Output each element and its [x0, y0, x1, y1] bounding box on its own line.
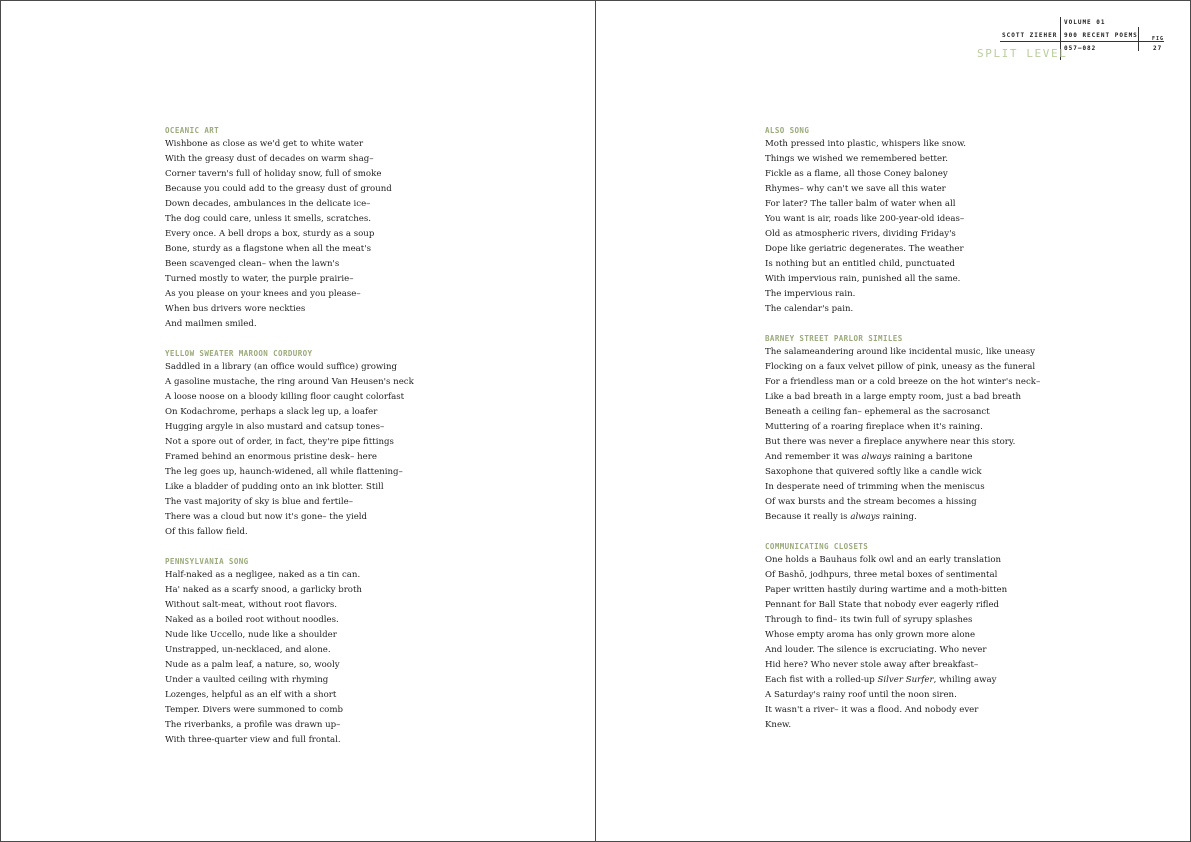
poem-line: Framed behind an enormous pristine desk– here	[165, 452, 377, 462]
poem-line: The vast majority of sky is blue and fertile–	[165, 497, 354, 507]
poem-also-song	[765, 124, 1065, 317]
poem-title: PENNSYLVANIA SONG	[165, 557, 249, 566]
poem-line: Through to find– its twin full of syrupy splashes	[765, 615, 973, 625]
italic-word: always	[850, 512, 880, 522]
poem-title: YELLOW SWEATER MAROON CORDUROY	[165, 349, 313, 358]
poem-line: Like a bladder of pudding onto an ink blotter. Still	[165, 482, 384, 492]
poem-line: For later? The taller balm of water when all	[765, 199, 956, 209]
poem-line	[765, 510, 1065, 525]
poem-line: Hugging argyle in also mustard and catsup tones–	[165, 422, 385, 432]
poem-yellow-sweater	[165, 347, 465, 540]
poem-line: With impervious rain, punished all the same.	[765, 274, 961, 284]
poem-line: A loose noose on a bloody killing floor caught colorfast	[165, 392, 405, 402]
poem-line: Been scavenged clean– when the lawn's	[165, 259, 340, 269]
header-fig-label: FIG	[1152, 36, 1165, 42]
header-page-number: 27	[1153, 45, 1163, 52]
italic-word: always	[861, 452, 892, 462]
poem-line: There was a cloud but now it's gone– the yield	[165, 512, 368, 522]
line-text: Because it really is	[765, 512, 851, 522]
line-text: And remember it was	[765, 452, 862, 462]
poem-line: You want is air, roads like 200-year-old ideas–	[765, 214, 965, 224]
left-column	[165, 124, 465, 763]
poem-line: Temper. Divers were summoned to comb	[165, 705, 343, 715]
poem-line: Flocking on a faux velvet pillow of pink, uneasy as the funeral	[765, 362, 1036, 372]
poem-oceanic-art	[165, 124, 465, 332]
header-volume: VOLUME 01	[1064, 19, 1106, 26]
poem-line: Hid here? Who never stole away after breakfast–	[765, 660, 979, 670]
poem-title: BARNEY STREET PARLOR SIMILES	[765, 334, 903, 343]
poem-line	[765, 673, 1065, 688]
poem-line: Knew.	[765, 720, 792, 730]
poem-line: A Saturday's rainy roof until the noon siren.	[765, 690, 957, 700]
poem-line: Bone, sturdy as a flagstone when all the meat's	[165, 244, 372, 254]
poem-line: Fickle as a flame, all those Coney baloney	[765, 169, 948, 179]
poem-line: Ha' naked as a scarfy snood, a garlicky broth	[165, 585, 362, 595]
poem-line: Beneath a ceiling fan– ephemeral as the sacrosanct	[765, 407, 990, 417]
poem-line	[765, 450, 1065, 465]
header-collection: 900 RECENT POEMS	[1064, 32, 1138, 39]
poem-line: Unstrapped, un-necklaced, and alone.	[165, 645, 331, 655]
poem-line: On Kodachrome, perhaps a slack leg up, a loafer	[165, 407, 378, 417]
poem-line: Nude as a palm leaf, a nature, so, wooly	[165, 660, 340, 670]
line-text: raining a baritone	[891, 452, 973, 462]
poem-line: Things we wished we remembered better.	[765, 154, 948, 164]
poem-line: Like a bad breath in a large empty room, just a bad breath	[765, 392, 1022, 402]
header-rule-mid	[1000, 41, 1164, 42]
poem-line: Of Bashō, jodhpurs, three metal boxes of sentimental	[765, 570, 998, 580]
poem-line: Of wax bursts and the stream becomes a hissing	[765, 497, 977, 507]
book-title: SPLIT LEVEL	[977, 47, 1068, 60]
poem-line: For a friendless man or a cold breeze on the hot winter's neck–	[765, 377, 1041, 387]
poem-line: Rhymes– why can't we save all this water	[765, 184, 946, 194]
poem-line: Corner tavern's full of holiday snow, full of smoke	[165, 169, 382, 179]
poem-title: OCEANIC ART	[165, 126, 220, 135]
poem-title: COMMUNICATING CLOSETS	[765, 542, 869, 551]
right-column	[765, 124, 1065, 748]
line-text: Each fist with a rolled-up	[765, 675, 878, 685]
poem-title: ALSO SONG	[765, 126, 810, 135]
poem-line: The leg goes up, haunch-widened, all while flattening–	[165, 467, 403, 477]
poem-line: And louder. The silence is excruciating. Who never	[765, 645, 987, 655]
poem-line: The impervious rain.	[765, 289, 856, 299]
poem-line: Nude like Uccello, nude like a shoulder	[165, 630, 337, 640]
poem-line: When bus drivers wore neckties	[165, 304, 306, 314]
poem-line: As you please on your knees and you please–	[165, 289, 361, 299]
poem-line: Pennant for Ball State that nobody ever eagerly rifled	[765, 600, 1000, 610]
poem-communicating-closets	[765, 540, 1065, 733]
poem-line: Because you could add to the greasy dust of ground	[165, 184, 392, 194]
poem-line: And mailmen smiled.	[165, 319, 257, 329]
poem-line: Muttering of a roaring fireplace when it's raining.	[765, 422, 983, 432]
italic-title: Silver Surfer	[877, 675, 934, 685]
poem-line: Without salt-meat, without root flavors.	[165, 600, 337, 610]
poem-line: The riverbanks, a profile was drawn up–	[165, 720, 341, 730]
header-author: SCOTT ZIEHER	[1002, 32, 1058, 39]
poem-line: Whose empty aroma has only grown more alone	[765, 630, 976, 640]
poem-line: The calendar's pain.	[765, 304, 854, 314]
poem-line: Moth pressed into plastic, whispers like snow.	[765, 139, 967, 149]
poem-line: With three-quarter view and full frontal.	[165, 735, 341, 745]
poem-line: Saxophone that quivered softly like a candle wick	[765, 467, 982, 477]
poem-line: Naked as a boiled root without noodles.	[165, 615, 339, 625]
poem-line: One holds a Bauhaus folk owl and an early translation	[765, 555, 1002, 565]
poem-line: But there was never a fireplace anywhere near this story.	[765, 437, 1016, 447]
poem-line: It wasn't a river– it was a flood. And nobody ever	[765, 705, 979, 715]
poem-line: Old as atmospheric rivers, dividing Friday's	[765, 229, 956, 239]
poem-line: Paper written hastily during wartime and a moth-bitten	[765, 585, 1008, 595]
poem-line: Every once. A bell drops a box, sturdy as a soup	[165, 229, 375, 239]
line-text: raining.	[879, 512, 917, 522]
poem-line: Not a spore out of order, in fact, they're pipe fittings	[165, 437, 394, 447]
poem-pennsylvania-song	[165, 555, 465, 748]
poem-line: Of this fallow field.	[165, 527, 248, 537]
poem-line: Dope like geriatric degenerates. The weather	[765, 244, 964, 254]
poem-line: A gasoline mustache, the ring around Van Heusen's neck	[165, 377, 414, 387]
poem-line: The salameandering around like incidental music, like uneasy	[765, 347, 1036, 357]
poem-line: Half-naked as a negligee, naked as a tin can.	[165, 570, 361, 580]
poem-line: The dog could care, unless it smells, scratches.	[165, 214, 371, 224]
poem-line: Turned mostly to water, the purple prairie–	[165, 274, 354, 284]
poem-line: Lozenges, helpful as an elf with a short	[165, 690, 337, 700]
poem-line: Is nothing but an entitled child, punctuated	[765, 259, 956, 269]
poem-line: With the greasy dust of decades on warm shag–	[165, 154, 374, 164]
poem-line: Saddled in a library (an office would suffice) growing	[165, 362, 398, 372]
header-rule-fig	[1138, 27, 1139, 51]
poem-line: Under a vaulted ceiling with rhyming	[165, 675, 329, 685]
book-spine-divider	[595, 0, 596, 842]
poem-barney-street	[765, 332, 1065, 525]
poem-line: Wishbone as close as we'd get to white water	[165, 139, 364, 149]
header-range: 057–082	[1064, 45, 1097, 52]
line-text: , whiling away	[933, 675, 997, 685]
poem-line: In desperate need of trimming when the meniscus	[765, 482, 985, 492]
poem-line: Down decades, ambulances in the delicate ice–	[165, 199, 371, 209]
